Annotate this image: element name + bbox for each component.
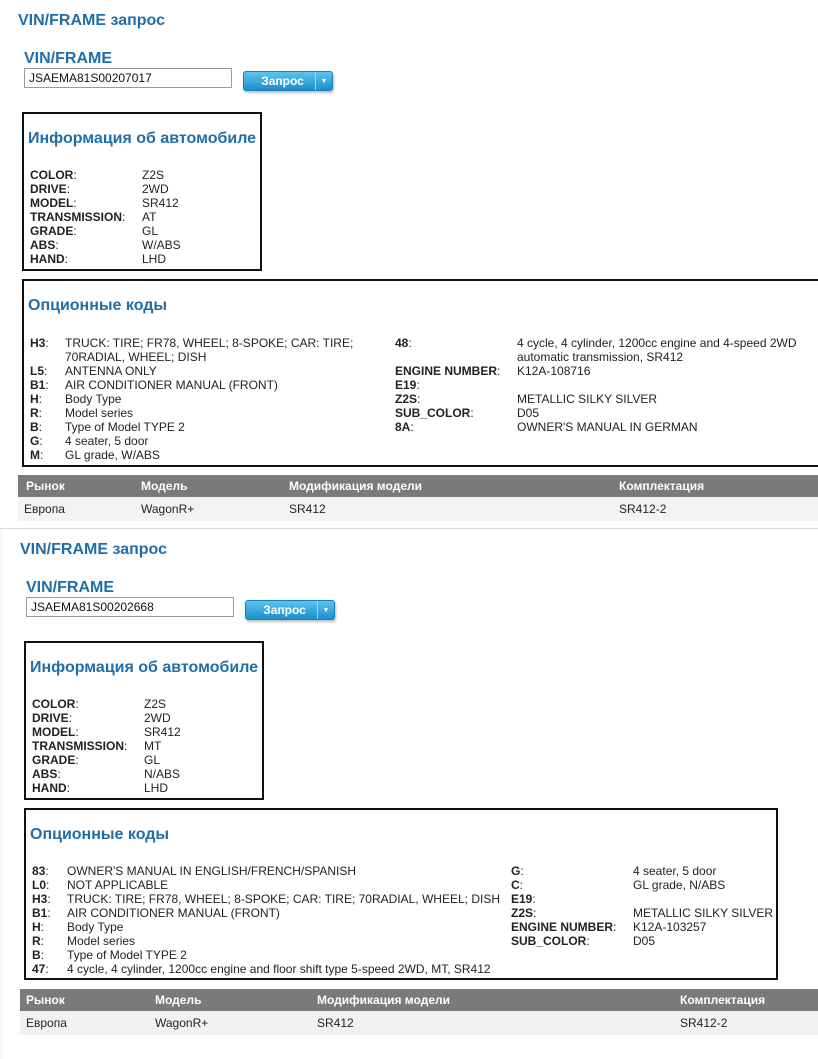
- info-row: GRADE: GL: [30, 224, 159, 238]
- cell-market: Европа: [26, 1016, 67, 1030]
- cell-model: WagonR+: [141, 502, 195, 516]
- info-row: COLOR: Z2S: [30, 168, 165, 182]
- car-info-title: Информация об автомобиле: [30, 659, 259, 676]
- option-codes-right: [511, 864, 773, 948]
- column-header-model[interactable]: Модель: [155, 993, 202, 1007]
- option-codes-box: [22, 279, 818, 467]
- column-header-equipment[interactable]: Комплектация: [680, 993, 766, 1007]
- query-button[interactable]: [243, 71, 333, 91]
- info-row: GRADE: GL: [32, 753, 161, 767]
- option-row: E19:: [395, 378, 420, 392]
- option-row: 47: 4 cycle, 4 cylinder, 1200cc engine and floor shift type 5-speed 2WD, MT, SR412: [32, 962, 491, 976]
- option-row: H3: TRUCK: TIRE; FR78, WHEEL; 8-SPOKE; CAR: TIRE; 70RADIAL, WHEEL; DISH: [30, 336, 354, 364]
- table-header: [18, 475, 818, 497]
- car-info-box: [22, 112, 262, 271]
- option-row: R: Model series: [30, 406, 134, 420]
- option-row: H: Body Type: [30, 392, 122, 406]
- vin-query-panel-2: [0, 528, 818, 1059]
- option-codes-title: Опционные коды: [28, 297, 168, 314]
- info-row: TRANSMISSION: AT: [30, 210, 157, 224]
- cell-model: WagonR+: [155, 1016, 209, 1030]
- cell-market: Европа: [24, 502, 65, 516]
- option-row: SUB_COLOR: D05: [511, 934, 656, 948]
- info-row: ABS: W/ABS: [30, 238, 181, 252]
- option-row: B: Type of Model TYPE 2: [32, 948, 187, 962]
- car-info-title: Информация об автомобиле: [28, 130, 257, 147]
- column-header-model[interactable]: Модель: [141, 479, 188, 493]
- option-row: 83: OWNER'S MANUAL IN ENGLISH/FRENCH/SPANISH: [32, 864, 356, 878]
- vin-query-panel-1: [0, 0, 818, 528]
- option-row: B1: AIR CONDITIONER MANUAL (FRONT): [32, 906, 280, 920]
- info-row: DRIVE: 2WD: [32, 711, 171, 725]
- column-header-equipment[interactable]: Комплектация: [619, 479, 705, 493]
- option-codes-title: Опционные коды: [30, 826, 170, 843]
- page-title: VIN/FRAME запрос: [18, 12, 165, 29]
- option-row: ENGINE NUMBER: K12A-108716: [395, 364, 591, 378]
- cell-modification: SR412: [289, 502, 326, 516]
- info-row: DRIVE: 2WD: [30, 182, 169, 196]
- car-info-rows: [32, 697, 181, 795]
- option-row: H3: TRUCK: TIRE; FR78, WHEEL; 8-SPOKE; CAR: TIRE; 70RADIAL, WHEEL; DISH: [32, 892, 500, 906]
- column-header-modification[interactable]: Модификация модели: [289, 479, 422, 493]
- page-title: VIN/FRAME запрос: [20, 541, 167, 558]
- dropdown-caret-icon[interactable]: ▼: [315, 72, 332, 90]
- option-row: B1: AIR CONDITIONER MANUAL (FRONT): [30, 378, 278, 392]
- option-row: M: GL grade, W/ABS: [30, 448, 160, 462]
- option-row: L5: ANTENNA ONLY: [30, 364, 157, 378]
- column-header-modification[interactable]: Модификация модели: [317, 993, 450, 1007]
- results-table: [20, 989, 818, 1035]
- column-header-market[interactable]: Рынок: [26, 993, 65, 1007]
- option-row: E19:: [511, 892, 536, 906]
- table-header: [20, 989, 818, 1011]
- option-row: 8A: OWNER'S MANUAL IN GERMAN: [395, 420, 698, 434]
- cell-modification: SR412: [317, 1016, 354, 1030]
- option-row: C: GL grade, N/ABS: [511, 878, 726, 892]
- option-codes-box: [24, 808, 778, 980]
- car-info-rows: [30, 168, 181, 266]
- info-row: MODEL: SR412: [30, 196, 179, 210]
- column-header-market[interactable]: Рынок: [26, 479, 65, 493]
- info-row: HAND: LHD: [30, 252, 167, 266]
- option-row: SUB_COLOR: D05: [395, 406, 540, 420]
- table-row[interactable]: [18, 497, 818, 521]
- query-button[interactable]: [245, 600, 335, 620]
- vin-input[interactable]: [24, 68, 232, 88]
- vin-input[interactable]: [26, 597, 234, 617]
- option-row: Z2S: METALLIC SILKY SILVER: [395, 392, 658, 406]
- info-row: TRANSMISSION: MT: [32, 739, 162, 753]
- vin-label: VIN/FRAME: [24, 50, 112, 67]
- option-codes-left: [32, 864, 500, 976]
- query-button-label: Запрос: [261, 74, 304, 88]
- info-row: ABS: N/ABS: [32, 767, 181, 781]
- vin-label: VIN/FRAME: [26, 579, 114, 596]
- panel-2-content: [2, 529, 818, 1059]
- info-row: MODEL: SR412: [32, 725, 181, 739]
- option-row: ENGINE NUMBER: K12A-103257: [511, 920, 707, 934]
- option-codes-right: [395, 336, 807, 434]
- option-row: 48: 4 cycle, 4 cylinder, 1200cc engine and 4-speed 2WD automatic transmission, SR412: [395, 336, 797, 364]
- query-button-label: Запрос: [263, 603, 306, 617]
- option-row: Z2S: METALLIC SILKY SILVER: [511, 906, 774, 920]
- option-row: G: 4 seater, 5 door: [30, 434, 149, 448]
- option-codes-left: [30, 336, 365, 462]
- dropdown-caret-icon[interactable]: ▼: [317, 601, 334, 619]
- car-info-box: [24, 641, 264, 800]
- table-row[interactable]: [20, 1011, 818, 1035]
- info-row: COLOR: Z2S: [32, 697, 167, 711]
- option-row: H: Body Type: [32, 920, 124, 934]
- option-row: B: Type of Model TYPE 2: [30, 420, 185, 434]
- option-row: G: 4 seater, 5 door: [511, 864, 717, 878]
- cell-equipment: SR412-2: [680, 1016, 728, 1030]
- info-row: HAND: LHD: [32, 781, 169, 795]
- cell-equipment: SR412-2: [619, 502, 667, 516]
- results-table: [18, 475, 818, 521]
- option-row: R: Model series: [32, 934, 136, 948]
- option-row: L0: NOT APPLICABLE: [32, 878, 169, 892]
